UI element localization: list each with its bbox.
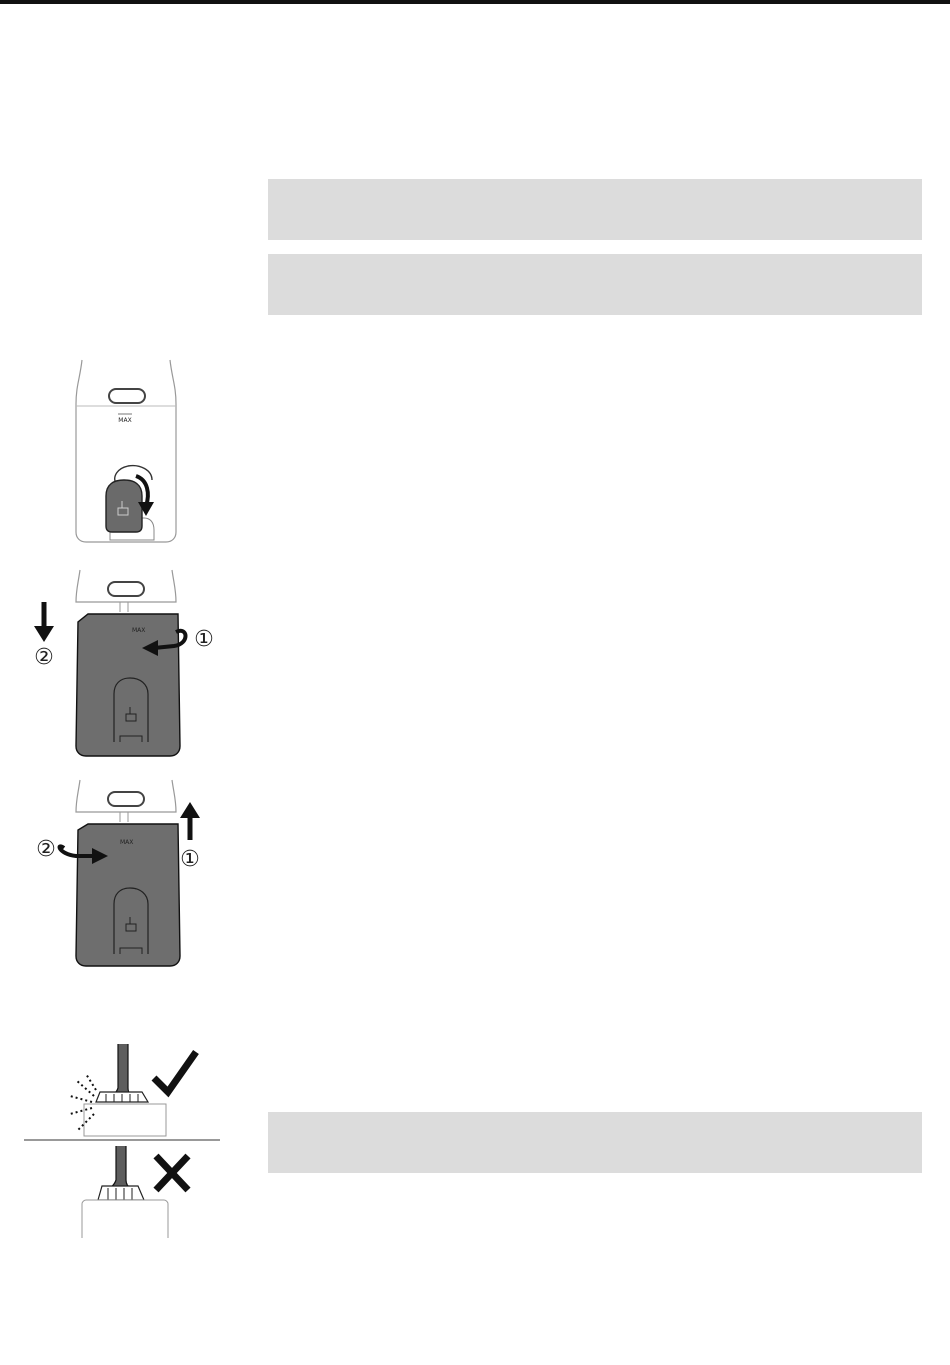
tank-remove-illustration <box>28 566 228 762</box>
note-box-3 <box>268 1112 922 1173</box>
header-rule <box>0 0 950 4</box>
step-2-label: ② <box>34 645 54 670</box>
figure-nozzle-check <box>24 1040 224 1240</box>
figure-tank-attach <box>28 778 228 970</box>
max-level-mark: MAX <box>118 417 132 424</box>
figure-tank-open-lid <box>60 356 200 546</box>
figure-tank-remove <box>28 566 228 762</box>
check-mark-icon <box>154 1052 196 1092</box>
step-1-label: ① <box>194 627 214 652</box>
arrow-up-icon <box>180 802 200 840</box>
tank-open-lid-illustration <box>60 356 200 546</box>
max-level-mark: MAX <box>120 839 134 846</box>
tank-attach-illustration <box>28 778 228 970</box>
note-box-2 <box>268 254 922 315</box>
step-2-label: ② <box>36 837 56 862</box>
note-box-1 <box>268 179 922 240</box>
step-1-label: ① <box>180 847 200 872</box>
max-level-mark: MAX <box>132 627 146 634</box>
cross-mark-icon <box>156 1156 188 1190</box>
nozzle-check-illustration <box>24 1040 224 1240</box>
arrow-down-icon <box>34 602 54 642</box>
